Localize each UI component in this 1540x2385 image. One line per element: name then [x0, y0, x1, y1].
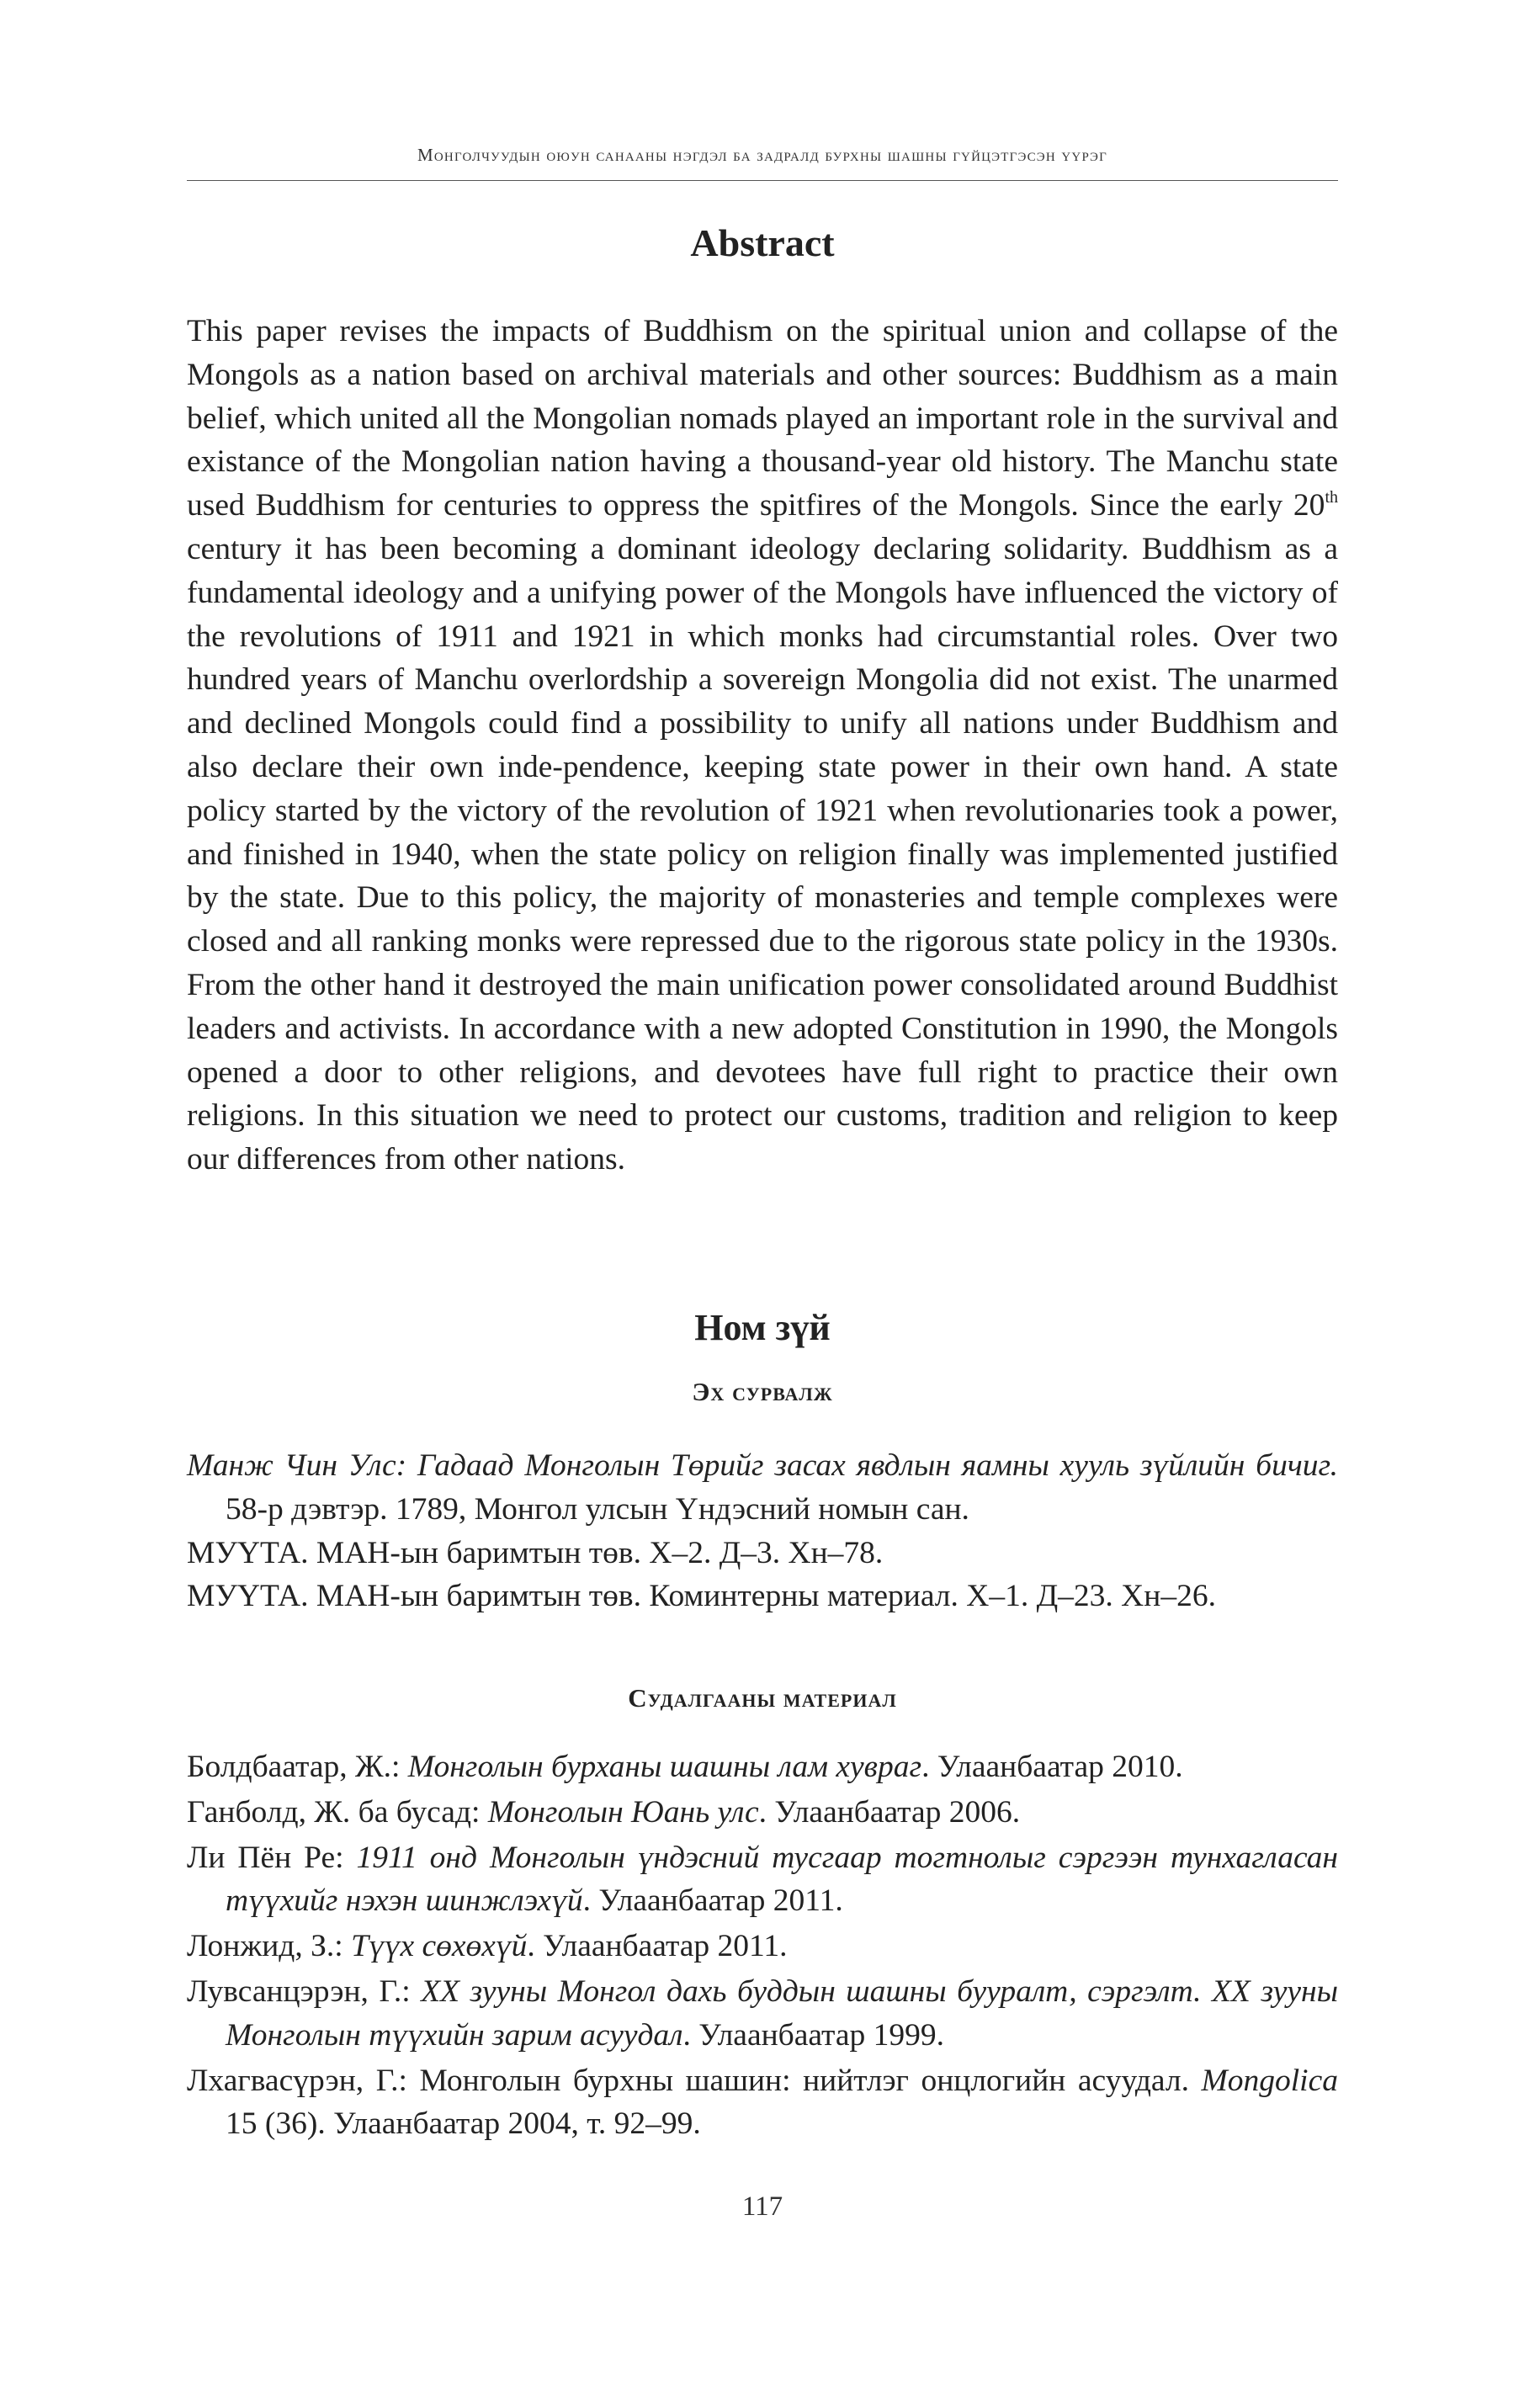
reference-text: МУҮТА. МАН-ын баримтын төв. Х–2. Д–3. Хн–78.	[187, 1535, 884, 1570]
reference-italic-title: 1911 онд Монголын үндэсний тусгаар тогтнолыг сэргээн тунхагласан түүхийг нэхэн шинжлэхүй	[226, 1840, 1338, 1919]
reference-author: Лонжид, З.:	[187, 1929, 352, 1964]
reference-item	[187, 1970, 1338, 2058]
primary-sources-list	[187, 1444, 1338, 1618]
reference-text: МУҮТА. МАН-ын баримтын төв. Коминтерны материал. Х–1. Д–23. Хн–26.	[187, 1579, 1216, 1614]
reference-item	[187, 1575, 1338, 1618]
reference-details: . Улаанбаатар 2006.	[758, 1794, 1021, 1830]
reference-italic-title: XX зууны Монгол дахь буддын шашны бууралт, сэргэлт. XX зууны Монголын түүхийн зарим асуудал	[226, 1973, 1338, 2053]
reference-details: . Улаанбаатар 1999.	[682, 2017, 945, 2053]
reference-item	[187, 1444, 1338, 1532]
reference-author: Лувсанцэрэн, Г.:	[187, 1973, 422, 2009]
reference-italic-title: Mongolica	[1201, 2063, 1338, 2098]
reference-item	[187, 2059, 1338, 2147]
reference-italic-title: Манж Чин Улс: Гадаад Монголын Төрийг засах явдлын яамны хууль зүйлийн бичиг.	[187, 1448, 1338, 1483]
bibliography-title: Ном зүй	[694, 1307, 831, 1348]
abstract-text-part1: This paper revises the impacts of Buddhism on the spiritual union and collapse of the Mongols as a nation based on archival materials and other sources: Buddhism as a main belief, which united all the Mongolian nomads played an important role in the survival and existance of the Mongolian nation having a thousand-year old history. The Manchu state used Buddhism for centuries to oppress the spitfires of the Mongols. Since the early 20	[187, 314, 1338, 523]
reference-item	[187, 1791, 1338, 1835]
reference-details: . Улаанбаатар 2010.	[921, 1750, 1183, 1784]
reference-item	[187, 1532, 1338, 1575]
abstract-title: Abstract	[690, 221, 835, 264]
abstract-superscript: th	[1325, 488, 1338, 507]
page-number: 117	[741, 2191, 783, 2222]
reference-details: . Улаанбаатар 2011.	[582, 1883, 843, 1919]
reference-item	[187, 1836, 1338, 1924]
research-materials-list	[187, 1745, 1338, 2146]
reference-author: Лхагвасүрэн, Г.: Монголын бурхны шашин: нийтлэг онцлогийн асуудал.	[187, 2063, 1202, 2098]
reference-item	[187, 1745, 1338, 1789]
reference-author: Ли Пён Ре:	[187, 1840, 357, 1875]
reference-italic-title: Монголын бурханы шашны лам хувраг	[407, 1750, 922, 1784]
header-rule	[187, 180, 1338, 181]
reference-italic-title: Түүх сөхөхүй	[351, 1929, 528, 1964]
running-header: Монголчуудын оюун санааны нэгдэл ба задралд бурхны шашны гүйцэтгэсэн үүрэг	[417, 145, 1107, 165]
reference-author: Ганболд, Ж. ба бусад:	[187, 1794, 488, 1830]
reference-italic-title: Монголын Юань улс	[487, 1794, 759, 1830]
abstract-text-part2: century it has been becoming a dominant ideology declaring solidarity. Buddhism as a fundamental ideology and a unifying power of the Mongols have influenced the victory of the revolutions of 1911 and 1921 in which monks had circumstantial roles. Over two hundred years of Manchu overlordship a sovereign Mongolia did not exist. The unarmed and declined Mongols could find a possibility to unify all nations under Buddhism and also declare their own inde-pendence, keeping state power in their own hand. A state policy started by the victory of the revolution of 1921 when revolutionaries took a power, and finished in 1940, when the state policy on religion finally was implemented justified by the state. Due to this policy, the majority of monasteries and temple complexes were closed and all ranking monks were repressed due to the rigorous state policy in the 1930s. From the other hand it destroyed the main unification power consolidated around Buddhist leaders and activists. In accordance with a new adopted Constitution in 1990, the Mongols opened a door to other religions, and devotees have full right to practice their own religions. In this situation we need to protect our customs, tradition and religion to keep our differences from other nations.	[187, 531, 1338, 1177]
reference-details: 15 (36). Улаанбаатар 2004, т. 92–99.	[226, 2106, 701, 2142]
reference-item	[187, 1925, 1338, 1968]
abstract-body	[187, 310, 1338, 1182]
reference-details: . Улаанбаатар 2011.	[527, 1929, 788, 1964]
reference-details: 58-р дэвтэр. 1789, Монгол улсын Үндэсний номын сан.	[226, 1491, 969, 1527]
reference-author: Болдбаатар, Ж.:	[187, 1750, 408, 1784]
research-materials-heading: Судалгааны материал	[628, 1683, 897, 1713]
primary-sources-heading: Эх сурвалж	[692, 1377, 833, 1406]
